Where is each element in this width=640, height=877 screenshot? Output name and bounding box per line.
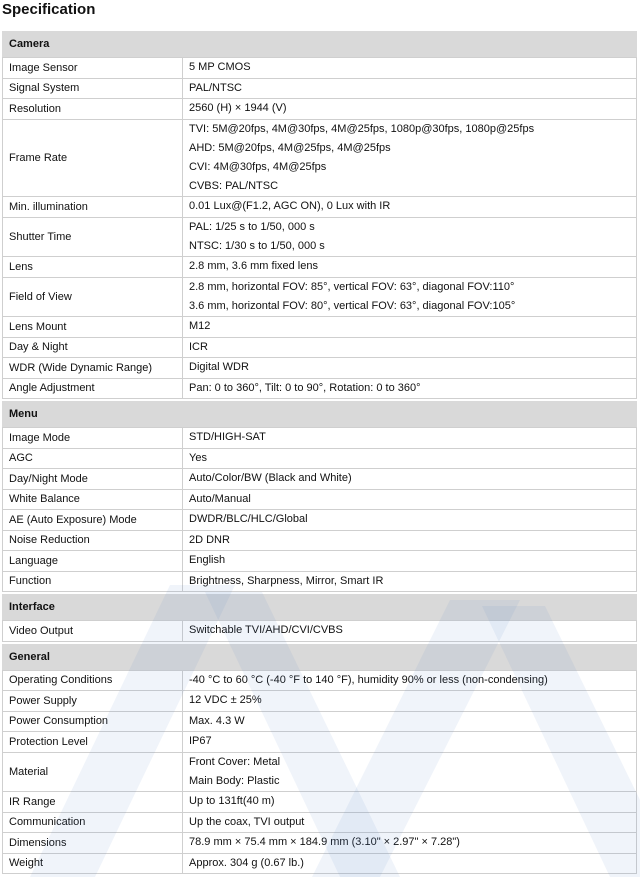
spec-value-line: 2.8 mm, horizontal FOV: 85°, vertical FOV: 63°, diagonal FOV:110° <box>189 280 515 293</box>
spec-value-cell <box>183 58 636 78</box>
spec-label: WDR (Wide Dynamic Range) <box>9 361 153 374</box>
section-general <box>2 644 637 875</box>
spec-value-cell <box>183 490 636 510</box>
spec-label-cell <box>3 469 183 489</box>
spec-value-cell <box>183 854 636 874</box>
spec-row-dimensions <box>2 832 637 853</box>
spec-value-cell <box>183 317 636 337</box>
spec-row-material <box>2 752 637 792</box>
spec-row-signal-system <box>2 78 637 99</box>
spec-value-cell <box>183 278 636 317</box>
spec-label: Lens <box>9 260 33 273</box>
spec-label: Power Consumption <box>9 715 109 728</box>
spec-row-video-output <box>2 620 637 642</box>
spec-row-field-of-view <box>2 277 637 317</box>
spec-row-day-night-mode <box>2 468 637 489</box>
spec-label: Power Supply <box>9 694 77 707</box>
spec-label: Day & Night <box>9 341 68 354</box>
spec-label-cell <box>3 691 183 711</box>
spec-row-ae-auto-exposure-mode <box>2 509 637 530</box>
spec-row-lens-mount <box>2 316 637 337</box>
spec-value-line: Auto/Color/BW (Black and White) <box>189 472 352 485</box>
spec-label-cell <box>3 79 183 99</box>
section-header-interface: Interface <box>2 594 637 620</box>
spec-value-cell <box>183 79 636 99</box>
spec-label-cell <box>3 551 183 571</box>
spec-row-white-balance <box>2 489 637 510</box>
spec-value-line: Max. 4.3 W <box>189 714 245 727</box>
spec-label: Min. illumination <box>9 200 88 213</box>
spec-label-cell <box>3 833 183 853</box>
spec-row-day-night <box>2 337 637 358</box>
spec-label: Signal System <box>9 82 80 95</box>
spec-label-cell <box>3 218 183 257</box>
spec-label-cell <box>3 257 183 277</box>
spec-label-cell <box>3 753 183 792</box>
spec-value-cell <box>183 531 636 551</box>
spec-value-line: Main Body: Plastic <box>189 774 280 787</box>
spec-value-cell <box>183 218 636 257</box>
specification-table <box>2 31 637 874</box>
spec-label: Noise Reduction <box>9 534 90 547</box>
spec-value-line: 5 MP CMOS <box>189 61 251 74</box>
spec-label-cell <box>3 99 183 119</box>
spec-row-noise-reduction <box>2 530 637 551</box>
spec-label-cell <box>3 338 183 358</box>
spec-value-line: Auto/Manual <box>189 492 251 505</box>
spec-label: Shutter Time <box>9 230 72 243</box>
spec-row-power-supply <box>2 690 637 711</box>
spec-value-line: 78.9 mm × 75.4 mm × 184.9 mm (3.10" × 2.97" × 7.28") <box>189 836 460 849</box>
spec-row-weight <box>2 853 637 875</box>
spec-value-line: Pan: 0 to 360°, Tilt: 0 to 90°, Rotation: 0 to 360° <box>189 381 421 394</box>
spec-label-cell <box>3 379 183 399</box>
spec-row-power-consumption <box>2 711 637 732</box>
spec-value-line: Yes <box>189 451 207 464</box>
spec-label: Day/Night Mode <box>9 472 88 485</box>
spec-row-protection-level <box>2 731 637 752</box>
spec-label-cell <box>3 572 183 592</box>
spec-row-lens <box>2 256 637 277</box>
spec-value-line: 0.01 Lux@(F1.2, AGC ON), 0 Lux with IR <box>189 200 391 213</box>
spec-label-cell <box>3 317 183 337</box>
spec-row-wdr-wide-dynamic-range <box>2 357 637 378</box>
spec-value-cell <box>183 813 636 833</box>
spec-value-line: PAL: 1/25 s to 1/50, 000 s <box>189 220 315 233</box>
spec-value-line: IP67 <box>189 735 212 748</box>
spec-row-frame-rate <box>2 119 637 197</box>
spec-label: Field of View <box>9 290 72 303</box>
spec-row-min-illumination <box>2 196 637 217</box>
section-header-general: General <box>2 644 637 670</box>
spec-label-cell <box>3 712 183 732</box>
spec-label-cell <box>3 813 183 833</box>
spec-label: Angle Adjustment <box>9 382 95 395</box>
spec-label: Material <box>9 765 49 778</box>
spec-row-language <box>2 550 637 571</box>
spec-label-cell <box>3 278 183 317</box>
spec-label-cell <box>3 510 183 530</box>
spec-label: Operating Conditions <box>9 674 113 687</box>
spec-value-cell <box>183 572 636 592</box>
spec-value-line: Up the coax, TVI output <box>189 815 305 828</box>
spec-row-image-mode <box>2 427 637 448</box>
spec-row-resolution <box>2 98 637 119</box>
spec-label: Weight <box>9 857 44 870</box>
spec-value-cell <box>183 833 636 853</box>
spec-label: Video Output <box>9 624 74 637</box>
spec-value-line: Switchable TVI/AHD/CVI/CVBS <box>189 624 343 637</box>
section-interface <box>2 594 637 642</box>
spec-value-line: ICR <box>189 340 208 353</box>
section-camera <box>2 31 637 399</box>
spec-value-cell <box>183 99 636 119</box>
section-header-menu: Menu <box>2 401 637 427</box>
spec-label-cell <box>3 120 183 197</box>
spec-value-cell <box>183 621 636 641</box>
spec-label-cell <box>3 58 183 78</box>
spec-value-line: CVBS: PAL/NTSC <box>189 179 279 192</box>
spec-label-cell <box>3 531 183 551</box>
spec-label: Communication <box>9 816 86 829</box>
spec-label-cell <box>3 490 183 510</box>
spec-value-line: TVI: 5M@20fps, 4M@30fps, 4M@25fps, 1080p@30fps, 1080p@25fps <box>189 122 535 135</box>
spec-value-line: 2.8 mm, 3.6 mm fixed lens <box>189 260 318 273</box>
spec-value-line: Up to 131ft(40 m) <box>189 795 275 808</box>
spec-label-cell <box>3 732 183 752</box>
spec-label-cell <box>3 197 183 217</box>
spec-value-line: 3.6 mm, horizontal FOV: 80°, vertical FOV: 63°, diagonal FOV:105° <box>189 299 516 312</box>
spec-value-cell <box>183 792 636 812</box>
spec-row-shutter-time <box>2 217 637 257</box>
spec-value-line: CVI: 4M@30fps, 4M@25fps <box>189 160 327 173</box>
spec-value-cell <box>183 691 636 711</box>
spec-value-line: DWDR/BLC/HLC/Global <box>189 513 308 526</box>
spec-label-cell <box>3 428 183 448</box>
spec-value-line: 2560 (H) × 1944 (V) <box>189 102 287 115</box>
section-header-camera: Camera <box>2 31 637 57</box>
spec-value-cell <box>183 120 636 197</box>
spec-value-line: AHD: 5M@20fps, 4M@25fps, 4M@25fps <box>189 141 391 154</box>
spec-value-cell <box>183 469 636 489</box>
spec-row-image-sensor <box>2 57 637 78</box>
spec-value-line: Front Cover: Metal <box>189 755 281 768</box>
spec-label: AE (Auto Exposure) Mode <box>9 513 137 526</box>
spec-label-cell <box>3 358 183 378</box>
spec-row-operating-conditions <box>2 670 637 691</box>
spec-label: Frame Rate <box>9 151 68 164</box>
spec-label: Lens Mount <box>9 320 67 333</box>
spec-label-cell <box>3 621 183 641</box>
spec-value-cell <box>183 732 636 752</box>
spec-row-agc <box>2 448 637 469</box>
spec-row-communication <box>2 812 637 833</box>
spec-label-cell <box>3 792 183 812</box>
spec-label: Image Mode <box>9 431 71 444</box>
spec-label-cell <box>3 854 183 874</box>
spec-value-cell <box>183 257 636 277</box>
spec-value-cell <box>183 379 636 399</box>
spec-value-line: M12 <box>189 320 211 333</box>
page-title: Specification <box>2 1 96 18</box>
spec-value-line: 12 VDC ± 25% <box>189 694 262 707</box>
spec-label: Language <box>9 554 58 567</box>
spec-label-cell <box>3 449 183 469</box>
spec-label: Resolution <box>9 102 61 115</box>
spec-value-cell <box>183 197 636 217</box>
spec-label: Function <box>9 575 52 588</box>
spec-value-cell <box>183 449 636 469</box>
spec-row-ir-range <box>2 791 637 812</box>
spec-label: Image Sensor <box>9 61 78 74</box>
spec-value-line: 2D DNR <box>189 533 230 546</box>
spec-value-line: Digital WDR <box>189 361 249 374</box>
spec-label-cell <box>3 671 183 691</box>
spec-row-angle-adjustment <box>2 378 637 400</box>
spec-value-cell <box>183 671 636 691</box>
spec-label: AGC <box>9 452 33 465</box>
spec-value-cell <box>183 338 636 358</box>
spec-value-cell <box>183 358 636 378</box>
spec-label: Protection Level <box>9 735 88 748</box>
spec-value-line: English <box>189 554 226 567</box>
spec-value-cell <box>183 712 636 732</box>
spec-label: Dimensions <box>9 836 67 849</box>
spec-value-cell <box>183 510 636 530</box>
spec-value-cell <box>183 753 636 792</box>
spec-value-line: NTSC: 1/30 s to 1/50, 000 s <box>189 239 325 252</box>
spec-value-cell <box>183 428 636 448</box>
spec-value-cell <box>183 551 636 571</box>
spec-value-line: Brightness, Sharpness, Mirror, Smart IR <box>189 574 384 587</box>
spec-value-line: PAL/NTSC <box>189 81 242 94</box>
section-menu <box>2 401 637 592</box>
spec-label: White Balance <box>9 493 80 506</box>
spec-row-function <box>2 571 637 593</box>
spec-value-line: STD/HIGH-SAT <box>189 431 266 444</box>
spec-value-line: Approx. 304 g (0.67 lb.) <box>189 856 304 869</box>
spec-label: IR Range <box>9 795 56 808</box>
spec-value-line: -40 °C to 60 °C (-40 °F to 140 °F), humidity 90% or less (non-condensing) <box>189 673 548 686</box>
